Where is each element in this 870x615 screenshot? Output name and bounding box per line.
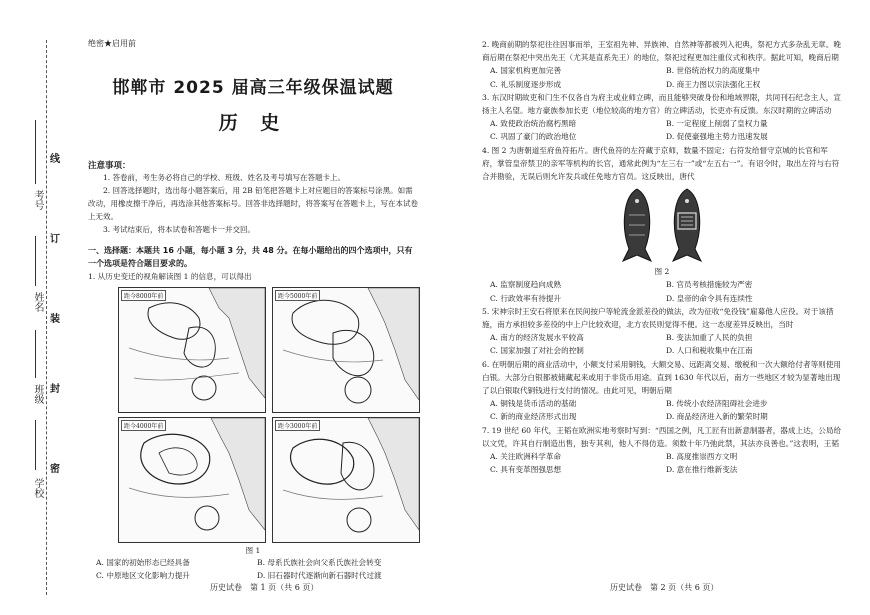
map-5000 — [272, 287, 420, 413]
class-field[interactable] — [35, 330, 36, 378]
q1-option-d[interactable]: D. 旧石器时代逐渐向新石器时代过渡 — [257, 571, 382, 581]
map-4000 — [118, 417, 266, 543]
footer-page-2: 历史试卷 第 2 页（共 6 页） — [610, 583, 719, 592]
question-4-stem: 4. 图 2 为唐朝道至府鱼符拓片。唐代鱼符的左符藏于京师，数量不固定；右符发给督守京城的长官和军府，掌管皇帝禁卫的亲军等机构的长官，通常此例为“左三右一”或“左五右一”。有诏令时，取出左符与右符合并勘验，无误后则允许发兵或任免地方官员。这反映出，唐代 — [482, 145, 840, 182]
q6-option-a[interactable]: A. 铜钱是货币活动的基础 — [490, 399, 577, 409]
question-3-options — [482, 117, 842, 143]
school-label: 学校 — [32, 478, 43, 498]
figure-1-caption: 图 1 — [245, 546, 261, 556]
q2-option-a[interactable]: A. 国家机构更加完善 — [490, 66, 562, 76]
section-heading: 一、选择题：本题共 16 小题，每小题 3 分，共 48 分。在每小题给出的四个选项中，只有一个选项是符合题目要求的。 — [88, 246, 413, 268]
q1-option-b[interactable]: B. 母系氏族社会向父系氏族社会转变 — [257, 558, 382, 568]
q4-option-b[interactable]: B. 官员考核措施较为严密 — [666, 280, 753, 290]
q7-option-b[interactable]: B. 高度推崇西方文明 — [666, 452, 738, 462]
map-8000-label: 距今8000年前 — [121, 290, 166, 301]
id-field[interactable] — [35, 120, 36, 184]
map-4000-drawing — [119, 418, 265, 542]
question-5-options — [482, 331, 842, 357]
question-7-options — [482, 450, 842, 476]
figure-1-maps — [118, 287, 418, 543]
fish-tally-right-icon — [667, 187, 707, 263]
question-1-options — [88, 556, 418, 582]
name-label: 姓名 — [32, 292, 43, 312]
question-2-stem: 2. 晚商前期的祭祀往往因事而举，王室祖先神、异族神、自然神等都被列入祀典，祭祀方式多杂乱无章。晚商后期在祭祀中突出先王（尤其是直系先王）的地位，祭祀过程更加注重仪式和秩序。据此可知，晚商后期 — [482, 40, 841, 63]
question-4-options — [482, 278, 842, 304]
q3-option-d[interactable]: D. 促使豪强地主势力迅速发展 — [666, 132, 768, 142]
footer-page-1: 历史试卷 第 1 页（共 6 页） — [210, 583, 319, 592]
note-3: 3. 考试结束后，将本试卷和答题卡一并交回。 — [103, 225, 256, 234]
page-1 — [88, 38, 418, 608]
question-1-stem: 1. 从历史变迁的视角解读图 1 的信息，可以得出 — [88, 272, 252, 281]
binding-char-ding: 订 — [50, 234, 60, 245]
secret-mark: 绝密★启用前 — [88, 39, 136, 48]
question-2 — [482, 38, 842, 91]
question-6 — [482, 358, 842, 424]
page-2 — [482, 38, 842, 608]
name-field[interactable] — [35, 236, 36, 286]
q6-option-c[interactable]: C. 新的商业经济形式出现 — [490, 412, 577, 422]
question-2-options — [482, 64, 842, 90]
question-3 — [482, 91, 842, 144]
exam-title: 邯郸市 2025 届高三年级保温试题 — [112, 78, 394, 98]
q1-option-c[interactable]: C. 中原地区文化影响力提升 — [96, 571, 190, 581]
fish-tally-left-icon — [617, 187, 657, 263]
q5-option-b[interactable]: B. 变法加重了人民的负担 — [666, 333, 753, 343]
map-4000-label: 距今4000年前 — [121, 420, 166, 431]
q5-option-c[interactable]: C. 国家加强了对社会的控制 — [490, 346, 584, 356]
q2-option-b[interactable]: B. 世俗统治权力的高度集中 — [666, 66, 760, 76]
q3-option-b[interactable]: B. 一定程度上削弱了皇权力量 — [666, 119, 768, 129]
binding-margin — [0, 0, 80, 615]
q7-option-d[interactable]: D. 意在推行维新变法 — [666, 465, 738, 475]
question-5 — [482, 305, 842, 358]
q2-option-d[interactable]: D. 商王力图以宗法强化王权 — [666, 79, 761, 89]
id-label: 考号 — [32, 190, 43, 210]
school-field[interactable] — [35, 420, 36, 470]
map-8000 — [118, 287, 266, 413]
q7-option-a[interactable]: A. 关注欧洲科学革命 — [490, 452, 562, 462]
seal-line — [46, 40, 47, 595]
q2-option-c[interactable]: C. 礼乐制度逐步形成 — [490, 79, 562, 89]
q4-option-a[interactable]: A. 监察制度趋向成熟 — [490, 280, 562, 290]
class-label: 班级 — [32, 384, 43, 404]
q4-option-d[interactable]: D. 皇帝的命令具有连续性 — [666, 293, 753, 303]
map-3000-label: 距今3000年前 — [275, 420, 320, 431]
q6-option-d[interactable]: D. 商品经济进入新的繁荣时期 — [666, 412, 768, 422]
q5-option-d[interactable]: D. 人口和税收集中在江南 — [666, 346, 753, 356]
figure-2-fish-tallies — [482, 187, 842, 263]
question-6-options — [482, 397, 842, 423]
q4-option-c[interactable]: C. 行政效率有待提升 — [490, 293, 562, 303]
map-3000 — [272, 417, 420, 543]
question-4 — [482, 144, 842, 305]
q3-option-c[interactable]: C. 巩固了豪门的政治地位 — [490, 132, 577, 142]
map-5000-drawing — [273, 288, 419, 412]
map-3000-drawing — [273, 418, 419, 542]
question-6-stem: 6. 在明朝后期的商业活动中，小额支付采用铜钱，大额交易、远距离交易、缴税和一次大额给付者等则使用白银。大部分白银都被储藏起来或用于非货币用途。直到 1630 年代以后，南方一些地区才较为显著地出现了以白银取代铜钱进行支付的情况。由此可见，明朝后期 — [482, 359, 841, 396]
map-8000-drawing — [119, 288, 265, 412]
question-3-stem: 3. 东汉时期故吏和门生不仅各自为府主或业师立碑，而且能够突破身份和地域界限，共同刊石纪念主人，宣扬主人名望。地方豪族参加长吏（地位较高的地方官）的立碑活动，长吏亦有反馈。东汉时期的立碑活动 — [482, 92, 841, 116]
q5-option-a[interactable]: A. 南方的经济发展水平较高 — [490, 333, 584, 343]
notes-heading: 注意事项： — [88, 161, 131, 171]
question-7-stem: 7. 19 世纪 60 年代，王韬在欧洲实地考察时写到：“西国之例，凡工匠有出新意制器者，器成上达，公局给以文凭，许其自行制造出售，独专其利，他人不得仿造。须数十年乃弛此禁，其法亦良善也。”这表明，王韬 — [482, 425, 842, 448]
figure-2-caption: 图 2 — [654, 267, 670, 277]
question-5-stem: 5. 宋神宗时王安石将原来在民间按户等轮流金派差役的做法，改为征收“免役钱”雇募他人应役。对于该措施，南方承担较多差役的中上户比较欢迎，北方农民则觉得不便。这一态度差异反映出，当时 — [482, 306, 834, 330]
note-1: 1. 答卷前，考生务必将自己的学校、班级、姓名及考号填写在答题卡上。 — [103, 173, 346, 182]
q6-option-b[interactable]: B. 传统小农经济阻碍社会进步 — [666, 399, 768, 409]
map-5000-label: 距今5000年前 — [275, 290, 320, 301]
note-2: 2. 回答选择题时，选出每小题答案后，用 2B 铅笔把答题卡上对应题目的答案标号涂黑。如需改动，用橡皮擦干净后，再选涂其他答案标号。回答非选择题时，将答案写在答题卡上，写在本试卷上无效。 — [88, 186, 418, 221]
subject-title: 历 史 — [218, 112, 288, 134]
binding-char-xian: 线 — [50, 154, 60, 165]
q7-option-c[interactable]: C. 具有变革图强思想 — [490, 465, 562, 475]
question-1 — [88, 270, 418, 283]
binding-char-mi: 密 — [50, 464, 60, 475]
q3-option-a[interactable]: A. 致使政治统治腐朽黑暗 — [490, 119, 577, 129]
question-7 — [482, 424, 842, 477]
q1-option-a[interactable]: A. 国家的初始形态已经具备 — [96, 558, 190, 568]
binding-char-zhuang: 装 — [50, 314, 60, 325]
binding-char-feng: 封 — [50, 384, 60, 395]
